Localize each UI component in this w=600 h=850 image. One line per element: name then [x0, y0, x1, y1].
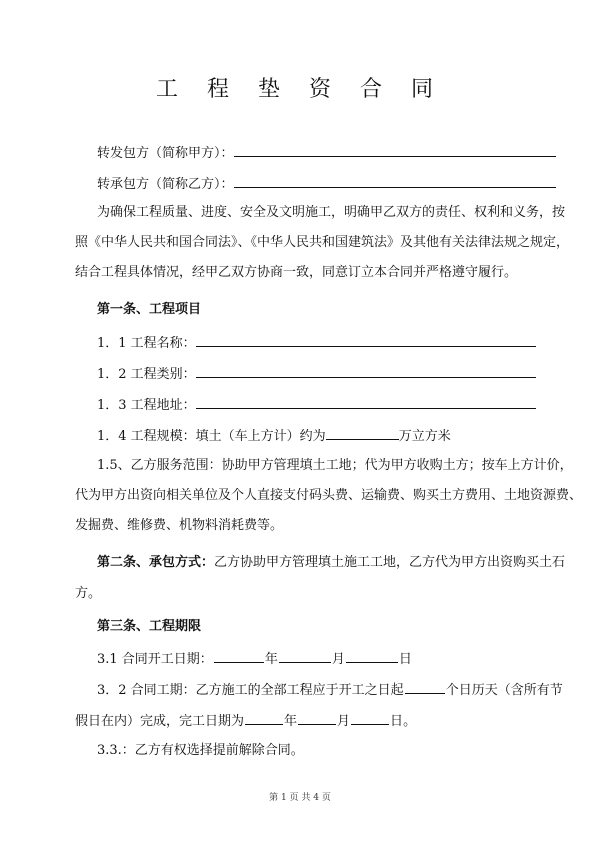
article3-heading: 第三条、工程期限 — [97, 619, 202, 634]
project-name-line — [97, 334, 536, 352]
day-label: 日 — [398, 652, 412, 667]
article2-text-cont: 方。 — [75, 586, 102, 601]
party-b-label: 转承包方（简称乙方）： — [97, 177, 234, 192]
service-scope-line: 代为甲方出资向相关单位及个人直接支付码头费、运输费、购买土方费用、土地资源费、 — [75, 488, 583, 503]
article1-heading: 第一条、工程项目 — [97, 302, 202, 317]
period: 。 — [403, 714, 417, 729]
start-month-blank[interactable] — [279, 650, 331, 663]
party-a-line — [97, 144, 556, 162]
end-month-blank[interactable] — [298, 712, 336, 725]
project-scale-blank[interactable] — [326, 427, 399, 440]
document-title: 工 程 垫 资 合 同 — [156, 77, 444, 102]
day-label: 日 — [390, 714, 404, 729]
start-year-blank[interactable] — [214, 650, 264, 663]
project-name-blank[interactable] — [196, 334, 536, 347]
service-scope-line: 发掘费、维修费、机物料消耗费等。 — [75, 518, 284, 533]
completion-date-label: 假日在内）完成，完工日期为 — [75, 714, 245, 729]
service-scope-paragraph — [75, 458, 583, 548]
duration-label: 3．2 合同工期：乙方施工的全部工程应于开工之日起 — [97, 683, 404, 698]
year-label: 年 — [264, 652, 278, 667]
start-day-blank[interactable] — [346, 650, 398, 663]
project-name-label: 1．1 工程名称： — [97, 336, 196, 351]
month-label: 月 — [331, 652, 345, 667]
duration-line — [97, 681, 563, 699]
project-address-blank[interactable] — [196, 396, 536, 409]
early-termination-line: 3.3.：乙方有权选择提前解除合同。 — [97, 743, 304, 758]
end-year-blank[interactable] — [245, 712, 283, 725]
service-scope-line: 1.5、乙方服务范围：协助甲方管理填土工地；代为甲方收购土方；按车上方计价， — [97, 458, 573, 473]
start-date-label: 3.1 合同开工日期： — [97, 652, 213, 667]
party-b-line — [97, 175, 556, 193]
project-address-label: 1．3 工程地址： — [97, 398, 196, 413]
article2-heading: 第二条、承包方式： — [97, 555, 215, 570]
project-type-blank[interactable] — [196, 365, 536, 378]
start-date-line — [97, 650, 412, 668]
duration-days-blank[interactable] — [405, 681, 445, 694]
month-label: 月 — [337, 714, 351, 729]
page-footer: 第 1 页 共 4 页 — [269, 793, 331, 803]
project-type-label: 1．2 工程类别： — [97, 367, 196, 382]
project-address-line — [97, 396, 536, 414]
preamble-line: 照《中华人民共和国合同法》、《中华人民共和国建筑法》及其他有关法律法规之规定， — [75, 235, 570, 250]
end-day-blank[interactable] — [351, 712, 389, 725]
party-a-blank[interactable] — [234, 144, 556, 157]
party-b-blank[interactable] — [234, 175, 556, 188]
preamble-line: 为确保工程质量、进度、安全及文明施工，明确甲乙双方的责任、权利和义务，按 — [97, 205, 566, 220]
project-type-line — [97, 365, 536, 383]
party-a-label: 转发包方（简称甲方）： — [97, 146, 234, 161]
completion-date-line — [75, 712, 416, 730]
article2-line — [97, 555, 565, 571]
project-scale-unit: 万立方米 — [398, 429, 451, 444]
article2-text: 乙方协助甲方管理填土施工工地，乙方代为甲方出资购买土石 — [214, 555, 566, 570]
duration-suffix: 个日历天（含所有节 — [445, 683, 563, 698]
project-scale-label: 1．4 工程规模：填土（车上方计）约为 — [97, 429, 326, 444]
year-label: 年 — [284, 714, 298, 729]
preamble-line: 结合工程具体情况，经甲乙双方协商一致，同意订立本合同并严格遵守履行。 — [75, 265, 518, 280]
preamble-paragraph — [75, 205, 570, 295]
project-scale-line — [97, 427, 451, 445]
